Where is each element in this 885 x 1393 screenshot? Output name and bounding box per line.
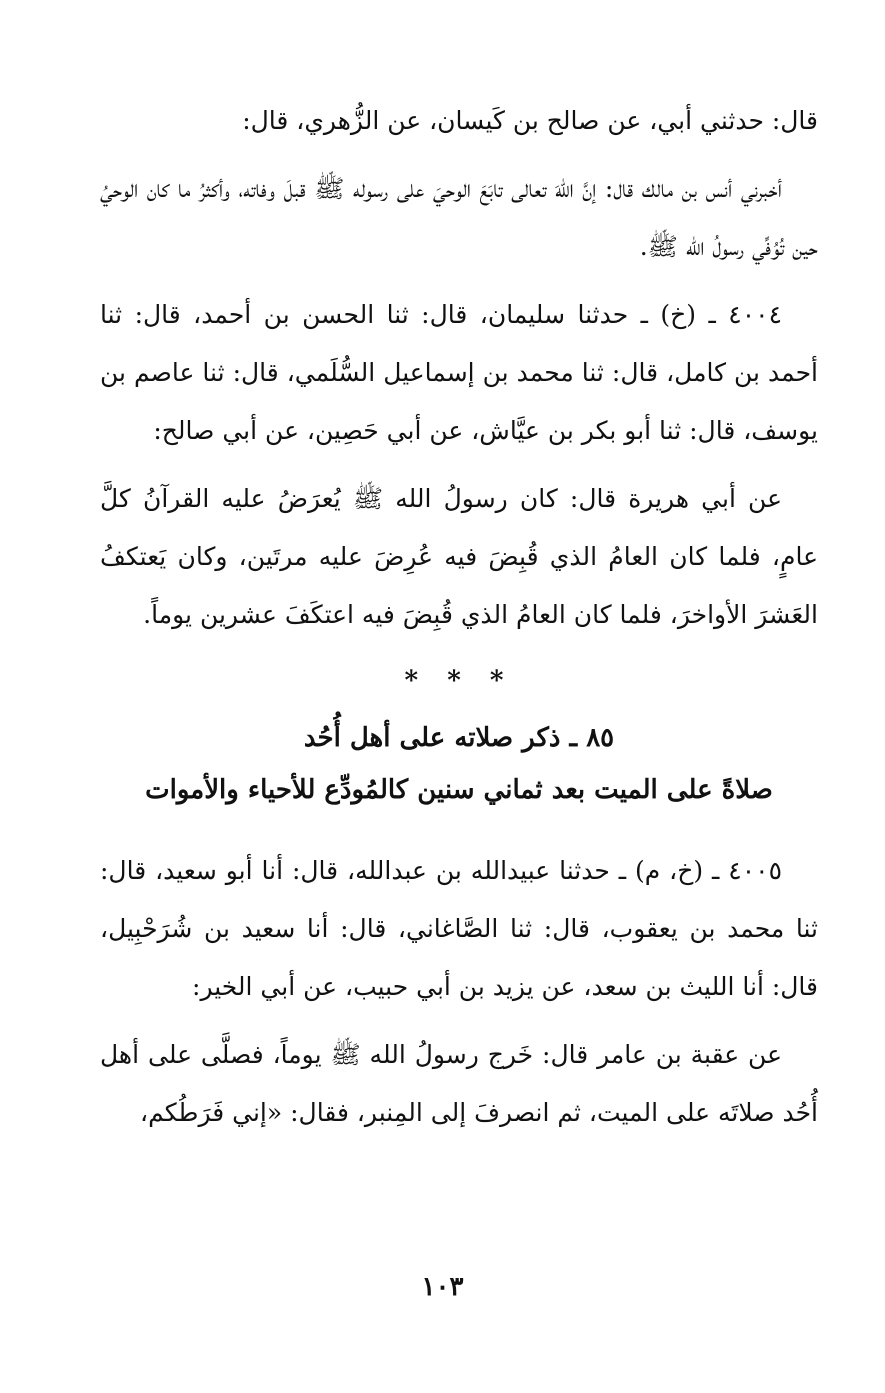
- hadith-4004-isnad: ٤٠٠٤ ـ (خ) ـ حدثنا سليمان، قال: ثنا الحسن بن أحمد، قال: ثنا أحمد بن كامل، قال: ثنا محمد بن إسماعيل السُّلَمي، قال: ثنا عاصم بن يوسف، قال: ثنا أبو بكر بن عيَّاش، عن أبي حَصِين، عن أبي صالح:: [100, 300, 818, 445]
- chapter-subtitle: صلاةً على الميت بعد ثماني سنين كالمُودِّع للأحياء والأموات: [145, 775, 773, 805]
- page-number: ١٠٣: [421, 1272, 464, 1302]
- text-paragraph: عن عقبة بن عامر قال: خَرج رسولُ الله ﷺ يوماً، فصلَّى على أهل أُحُد صلاتَه على الميت، ثم انصرفَ إلى المِنبر، فقال: «إني فَرَطُكم،: [100, 1040, 818, 1127]
- text-paragraph: عن أبي هريرة قال: كان رسولُ الله ﷺ يُعرَضُ عليه القرآنُ كلَّ عامٍ، فلما كان العامُ الذي قُبِضَ فيه عُرِضَ عليه مرتَين، وكان يَعتكفُ العَشرَ الأواخرَ، فلما كان العامُ الذي قُبِضَ فيه اعتكَفَ عشرين يوماً.: [100, 484, 818, 629]
- text-paragraph: قال: حدثني أبي، عن صالح بن كَيسان، عن الزُّهري، قال:: [242, 106, 818, 135]
- section-separator: * * *: [404, 666, 514, 696]
- hadith-4005-isnad: ٤٠٠٥ ـ (خ، م) ـ حدثنا عبيدالله بن عبدالله، قال: أنا أبو سعيد، قال: ثنا محمد بن يعقوب، قال: ثنا الصَّاغاني، قال: أنا سعيد بن شُرَحْبِيل، قال: أنا الليث بن سعد، عن يزيد بن أبي حبيب، عن أبي الخير:: [100, 856, 818, 1001]
- text-paragraph: أخبرني أنس بن مالك قال: إنَّ اللهَ تعالى تابَعَ الوحيَ على رسوله ﷺ قبلَ وفاته، وأكثرُ ما كان الوحيُ حين تُوُفِّي رسولُ الله ﷺ.: [100, 174, 818, 261]
- page-body: [100, 92, 818, 1152]
- chapter-title: ٨٥ ـ ذكر صلاته على أهل أُحُد: [303, 723, 615, 753]
